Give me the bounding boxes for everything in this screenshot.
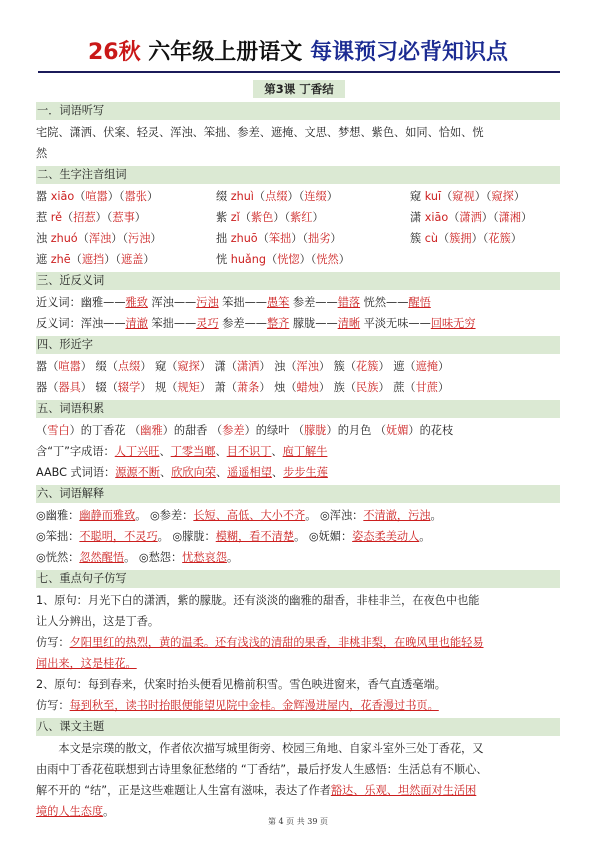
term: ◎朦胧： bbox=[172, 530, 216, 543]
word: 窥视 bbox=[452, 190, 475, 203]
word: 萧条 bbox=[236, 381, 260, 394]
sep: 、 bbox=[271, 466, 284, 479]
sep: 、 bbox=[159, 466, 172, 479]
char: 拙 bbox=[216, 232, 231, 245]
pinyin-entry bbox=[36, 249, 216, 270]
paren: ） bbox=[318, 381, 334, 394]
explanation: 姿态柔美动人 bbox=[352, 530, 420, 543]
term: ◎参差： bbox=[150, 509, 194, 522]
section-title: 二、生字注音组词 bbox=[36, 166, 560, 184]
answer: 错落 bbox=[337, 296, 361, 309]
paren: （ bbox=[125, 424, 141, 437]
char: 遮 bbox=[36, 253, 51, 266]
paren: （ bbox=[239, 211, 251, 224]
word: 喧嚣 bbox=[85, 190, 108, 203]
synonyms-line bbox=[36, 292, 560, 313]
idiom: 源源不断 bbox=[115, 466, 160, 479]
paren: ） bbox=[437, 360, 450, 373]
lesson-title: 第3课 丁香结 bbox=[253, 80, 345, 98]
pinyin: zhuō bbox=[230, 232, 258, 245]
word: 雪白 bbox=[47, 424, 70, 437]
pinyin: kuī bbox=[424, 190, 442, 203]
paren: （ bbox=[74, 190, 86, 203]
paren: ） bbox=[330, 232, 342, 245]
paren: ）（ bbox=[107, 190, 125, 203]
word: 幽雅 bbox=[140, 424, 163, 437]
explanation: 长短、高低、大小不齐 bbox=[193, 509, 306, 522]
paren: （ bbox=[289, 424, 305, 437]
label: 近义词： bbox=[36, 296, 81, 309]
idiom: 目不识丁 bbox=[226, 445, 272, 458]
period: 。 bbox=[294, 530, 309, 543]
idiom: 步步生莲 bbox=[283, 466, 328, 479]
explanation-line bbox=[36, 526, 560, 547]
word: 潇洒 bbox=[236, 360, 260, 373]
paren: ）（ bbox=[104, 253, 121, 266]
explanation: 忧愁哀怨 bbox=[182, 551, 227, 564]
char: 恍 bbox=[216, 253, 231, 266]
paren: （ bbox=[36, 424, 48, 437]
theme-paragraph: 境的人生态度。 bbox=[36, 805, 115, 818]
word: 辍学 bbox=[117, 381, 141, 394]
paren: （ bbox=[448, 211, 460, 224]
char: 簇 bbox=[410, 232, 425, 245]
char: 族（ bbox=[333, 381, 357, 394]
paren: （ bbox=[371, 424, 387, 437]
paren: （ bbox=[62, 211, 74, 224]
paren: （ bbox=[207, 424, 223, 437]
word: 笨拙 bbox=[268, 232, 292, 245]
char: 规（ bbox=[155, 381, 178, 394]
paren: ） bbox=[143, 253, 155, 266]
paren: ） bbox=[513, 190, 526, 203]
word: 嚣张 bbox=[124, 190, 147, 203]
word: 参差—— bbox=[222, 317, 267, 330]
char: 簇（ bbox=[333, 360, 357, 373]
phrase: ）的花枝 bbox=[408, 424, 454, 437]
header-divider bbox=[38, 71, 560, 73]
idiom: 人丁兴旺 bbox=[114, 445, 160, 458]
word: 朦胧 bbox=[304, 424, 327, 437]
paren: （ bbox=[438, 232, 450, 245]
pinyin: zhuó bbox=[50, 232, 78, 245]
word: 紫红 bbox=[290, 211, 313, 224]
pinyin: zhuì bbox=[230, 190, 254, 203]
char: 嚣（ bbox=[36, 360, 59, 373]
answer: 回味无穷 bbox=[430, 317, 476, 330]
paren: （ bbox=[70, 253, 82, 266]
sep: 、 bbox=[271, 445, 283, 458]
period: 。 bbox=[430, 509, 442, 522]
explanation-line bbox=[36, 547, 560, 568]
word: 浑浊—— bbox=[151, 296, 197, 309]
dictation-line: 宅院、潇洒、伏案、轻灵、浑浊、笨拙、参差、遮掩、文思、梦想、紫色、如同、恰如、恍 bbox=[36, 126, 484, 139]
word: 簇拥 bbox=[449, 232, 472, 245]
paren: ） bbox=[437, 381, 450, 394]
idiom-line bbox=[36, 441, 560, 462]
answer: 整齐 bbox=[266, 317, 290, 330]
answer: 灵巧 bbox=[196, 317, 219, 330]
pinyin-entry bbox=[410, 228, 560, 249]
label: 反义词： bbox=[36, 317, 81, 330]
word: 潇洒 bbox=[459, 211, 482, 224]
pinyin: xiāo bbox=[424, 211, 449, 224]
word: 笨拙—— bbox=[222, 296, 267, 309]
pinyin: zǐ bbox=[230, 211, 240, 224]
paren: ） bbox=[259, 381, 275, 394]
term: ◎妩媚： bbox=[308, 530, 353, 543]
paren: ） bbox=[338, 253, 350, 266]
pinyin-entry bbox=[216, 207, 410, 228]
paren: ）（ bbox=[481, 211, 499, 224]
word: 花簇 bbox=[356, 360, 379, 373]
word: 笨拙—— bbox=[151, 317, 197, 330]
sep: 、 bbox=[215, 445, 227, 458]
paren: ） bbox=[134, 211, 146, 224]
word: 甘蔗 bbox=[415, 381, 438, 394]
word: 紫色 bbox=[250, 211, 274, 224]
explanation: 不聪明，不灵巧 bbox=[79, 530, 158, 543]
paren: ） bbox=[318, 360, 334, 373]
phrase: ）的绿叶 bbox=[244, 424, 290, 437]
theme-paragraph: 解不开的 “结”，正是这些难题让人生富有滋味，表达了作者豁达、乐观、坦然面对生活困 bbox=[36, 784, 477, 797]
word: 规矩 bbox=[177, 381, 200, 394]
word: 幽雅—— bbox=[80, 296, 126, 309]
word: 恍惚 bbox=[277, 253, 300, 266]
word: 点缀 bbox=[265, 190, 288, 203]
sep: 、 bbox=[159, 445, 171, 458]
word: 民族 bbox=[356, 381, 379, 394]
idiom: 欣欣向荣 bbox=[171, 466, 216, 479]
term: ◎幽雅： bbox=[36, 509, 80, 522]
word: 潇湘 bbox=[498, 211, 521, 224]
header-grade: 六年级上册语文 bbox=[148, 40, 303, 65]
pinyin: cù bbox=[424, 232, 438, 245]
word: 窥探 bbox=[177, 360, 200, 373]
char: 潇 bbox=[410, 211, 425, 224]
header-subtitle: 每课预习必背知识点 bbox=[309, 40, 508, 65]
word: 遮盖 bbox=[120, 253, 144, 266]
period: 。 bbox=[305, 509, 320, 522]
explanation: 不清澈，污浊 bbox=[363, 509, 431, 522]
pinyin: rě bbox=[50, 211, 62, 224]
pinyin-entry bbox=[410, 207, 560, 228]
paren: ） bbox=[378, 381, 394, 394]
similar-chars-line bbox=[36, 377, 560, 398]
similar-chars-line bbox=[36, 356, 560, 377]
period: 。 bbox=[419, 530, 431, 543]
explanation: 忽然醒悟 bbox=[79, 551, 125, 564]
paren: （ bbox=[265, 253, 278, 266]
phrase: ）的月色 bbox=[326, 424, 372, 437]
header-term: 26秋 bbox=[88, 40, 141, 65]
imitation-sentence-cont: 闻出来，这是桂花。 bbox=[36, 657, 137, 670]
pinyin: zhē bbox=[50, 253, 71, 266]
explanation: 幽静而雅致 bbox=[79, 509, 136, 522]
pinyin: xiāo bbox=[50, 190, 75, 203]
char: 器（ bbox=[36, 381, 59, 394]
section-title: 三、近反义词 bbox=[36, 272, 560, 290]
word: 器具 bbox=[58, 381, 81, 394]
section-title: 四、形近字 bbox=[36, 336, 560, 354]
explanation-line bbox=[36, 505, 560, 526]
aabc-line bbox=[36, 462, 560, 483]
char: 潇（ bbox=[214, 360, 237, 373]
original-sentence-cont: 让人分辨出，这是丁香。 bbox=[36, 615, 160, 628]
word: 恍然—— bbox=[363, 296, 409, 309]
pinyin-grid bbox=[36, 186, 560, 270]
word: 朦胧—— bbox=[292, 317, 338, 330]
pinyin-entry bbox=[216, 249, 410, 270]
char: 浊（ bbox=[274, 360, 297, 373]
theme-paragraph: 本文是宗璞的散文，作者依次描写城里街旁、校园三角地、自家斗室外三处丁香花，又 bbox=[58, 742, 484, 755]
period: 。 bbox=[135, 509, 151, 522]
word: 遮掩 bbox=[415, 360, 438, 373]
period: 。 bbox=[226, 551, 239, 564]
word: 浑浊 bbox=[296, 360, 319, 373]
phrase: ）的甜香 bbox=[162, 424, 208, 437]
paren: ） bbox=[259, 360, 275, 373]
pinyin-entry bbox=[216, 186, 410, 207]
answer: 雅致 bbox=[125, 296, 148, 309]
paren: ） bbox=[146, 190, 159, 203]
page-header bbox=[38, 38, 558, 68]
paren: ） bbox=[520, 211, 533, 224]
paren: ） bbox=[140, 360, 156, 373]
word: 恍然 bbox=[316, 253, 339, 266]
idiom: 丁零当啷 bbox=[170, 445, 216, 458]
pinyin: huǎng bbox=[230, 253, 266, 266]
char: 缀 bbox=[216, 190, 231, 203]
word: 浑浊 bbox=[88, 232, 112, 245]
word: 花簇 bbox=[488, 232, 511, 245]
char: 烛（ bbox=[274, 381, 297, 394]
paren: ）（ bbox=[299, 253, 317, 266]
paren: ） bbox=[312, 211, 324, 224]
paren: ）（ bbox=[273, 211, 291, 224]
word: 拙劣 bbox=[308, 232, 331, 245]
original-sentence: 1、原句：月光下白的潇洒，紫的朦胧。还有淡淡的幽雅的甜香，非桂非兰，在夜色中也能 bbox=[36, 594, 480, 607]
section-title: 六、词语解释 bbox=[36, 485, 560, 503]
pinyin-entry bbox=[36, 207, 216, 228]
paren: ） bbox=[378, 360, 394, 373]
pinyin-entry bbox=[216, 228, 410, 249]
word: 点缀 bbox=[117, 360, 141, 373]
paren: （ bbox=[253, 190, 266, 203]
char: 惹 bbox=[36, 211, 51, 224]
word: 招惹 bbox=[73, 211, 96, 224]
answer: 清晰 bbox=[337, 317, 361, 330]
aabc-label: AABC 式词语： bbox=[36, 466, 116, 479]
imitation-sentence: 仿写：夕阳里红的热烈，黄的温柔。还有浅浅的清甜的果香，非桃非梨，在晚风里也能轻易 bbox=[36, 636, 484, 649]
original-sentence: 2、原句：每到春来，伏案时抬头便看见檐前积雪。雪色映进窗来，香气直透毫端。 bbox=[36, 678, 446, 691]
term: ◎愁怨： bbox=[138, 551, 183, 564]
word: 喧嚣 bbox=[58, 360, 81, 373]
word: 污浊 bbox=[128, 232, 151, 245]
phrase-line bbox=[36, 420, 560, 441]
period: 。 bbox=[124, 551, 139, 564]
char: 嚣 bbox=[36, 190, 51, 203]
phrase: ）的丁香花 bbox=[69, 424, 126, 437]
paren: （ bbox=[77, 232, 89, 245]
char: 萧（ bbox=[214, 381, 237, 394]
answer: 污浊 bbox=[196, 296, 219, 309]
page-number: 第 4 页 共 39 页 bbox=[268, 817, 328, 826]
word: 连缀 bbox=[304, 190, 327, 203]
char: 缀（ bbox=[95, 360, 118, 373]
section-title: 七、重点句子仿写 bbox=[36, 570, 560, 588]
word: 惹事 bbox=[112, 211, 135, 224]
main-content bbox=[36, 100, 560, 822]
word: 妩媚 bbox=[386, 424, 409, 437]
char: 窥 bbox=[410, 190, 425, 203]
paren: （ bbox=[257, 232, 269, 245]
word: 参差—— bbox=[292, 296, 338, 309]
period: 。 bbox=[157, 530, 173, 543]
word: 参差 bbox=[222, 424, 245, 437]
paren: ）（ bbox=[287, 190, 305, 203]
word: 浑浊—— bbox=[80, 317, 126, 330]
paren: ）（ bbox=[95, 211, 113, 224]
pinyin-entry bbox=[410, 186, 560, 207]
char: 遮（ bbox=[393, 360, 416, 373]
theme-paragraph: 由雨中丁香花苞联想到古诗里象征愁绪的 “丁香结”，最后抒发人生感悟：生活总有不顺心、 bbox=[36, 763, 488, 776]
imitation-sentence: 仿写：每到秋至，读书时抬眼便能望见院中金桂。金辉漫进屋内，花香漫过书页。 bbox=[36, 699, 439, 712]
pinyin-entry bbox=[36, 228, 216, 249]
antonyms-line bbox=[36, 313, 560, 334]
answer: 醒悟 bbox=[408, 296, 431, 309]
section-title: 八、课文主题 bbox=[36, 718, 560, 736]
idiom: 庖丁解牛 bbox=[282, 445, 328, 458]
paren: ） bbox=[199, 360, 215, 373]
char: 蔗（ bbox=[393, 381, 416, 394]
char: 紫 bbox=[216, 211, 231, 224]
word: 蜡烛 bbox=[296, 381, 319, 394]
pinyin-entry bbox=[36, 186, 216, 207]
word: 遮挡 bbox=[81, 253, 105, 266]
paren: ） bbox=[80, 360, 96, 373]
answer: 愚笨 bbox=[266, 296, 290, 309]
term: ◎笨拙： bbox=[36, 530, 80, 543]
word: 平淡无味—— bbox=[363, 317, 431, 330]
paren: ） bbox=[510, 232, 522, 245]
char: 浊 bbox=[36, 232, 51, 245]
idiom-label: 含“丁”字成语： bbox=[36, 445, 115, 458]
paren: ） bbox=[150, 232, 162, 245]
idiom: 遥遥相望 bbox=[227, 466, 272, 479]
answer: 清澈 bbox=[125, 317, 148, 330]
paren: ） bbox=[80, 381, 96, 394]
word: 窥探 bbox=[491, 190, 514, 203]
paren: ）（ bbox=[471, 232, 489, 245]
char: 辍（ bbox=[95, 381, 118, 394]
section-title: 一．词语听写 bbox=[36, 102, 560, 120]
paren: （ bbox=[441, 190, 453, 203]
paren: ） bbox=[140, 381, 156, 394]
dictation-line: 然 bbox=[36, 147, 48, 160]
explanation: 模糊，看不清楚 bbox=[215, 530, 295, 543]
paren: ）（ bbox=[474, 190, 492, 203]
char: 窥（ bbox=[155, 360, 178, 373]
section-title: 五、词语积累 bbox=[36, 400, 560, 418]
term: ◎浑浊： bbox=[320, 509, 364, 522]
paren: ） bbox=[199, 381, 215, 394]
paren: ）（ bbox=[111, 232, 129, 245]
term: ◎恍然： bbox=[36, 551, 80, 564]
sep: 、 bbox=[215, 466, 228, 479]
paren: ） bbox=[326, 190, 338, 203]
paren: ）（ bbox=[291, 232, 309, 245]
